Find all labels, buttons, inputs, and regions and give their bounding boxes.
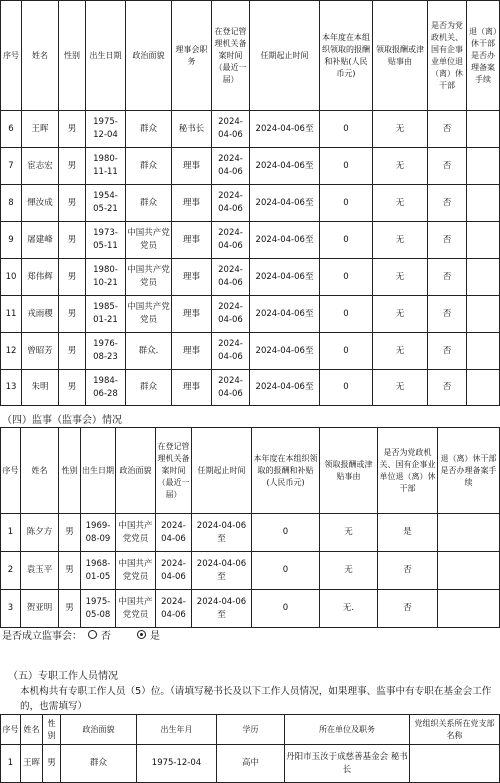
question-label: 是否成立监事会： bbox=[2, 631, 82, 642]
cell bbox=[467, 148, 500, 185]
cell: 1954-05-21 bbox=[86, 185, 126, 222]
board-header-compensation: 本年度在本组织领取的报酬和补贴(人民币元) bbox=[320, 1, 373, 111]
cell: 宦志宏 bbox=[22, 148, 59, 185]
staff-table bbox=[0, 714, 500, 783]
table-row bbox=[1, 514, 500, 552]
cell: 6 bbox=[1, 111, 22, 148]
board-header-retired-filing: 退（离）休干部是否办理备案手续 bbox=[467, 1, 500, 111]
cell: 男 bbox=[59, 370, 86, 406]
cell: 理事 bbox=[172, 333, 212, 370]
cell: 理事 bbox=[172, 296, 212, 333]
cell: 袁玉平 bbox=[21, 552, 59, 590]
table-row bbox=[1, 111, 500, 148]
cell: 0 bbox=[320, 370, 373, 406]
cell: 2024-04-06至 bbox=[250, 222, 320, 259]
cell: 2024-04-06至 bbox=[250, 296, 320, 333]
cell: 无 bbox=[373, 222, 428, 259]
cell: 1 bbox=[1, 745, 21, 783]
cell: 群众 bbox=[126, 111, 172, 148]
staff-header-party-branch: 党组织关系所在党支部名称 bbox=[410, 715, 500, 745]
cell: 男 bbox=[59, 222, 86, 259]
board-header-filing-date: 在登记管理机关备案时间（最近一届） bbox=[212, 1, 250, 111]
cell: 中国共产党党员 bbox=[116, 552, 156, 590]
cell: 10 bbox=[1, 259, 22, 296]
cell bbox=[438, 552, 500, 590]
table-row bbox=[1, 296, 500, 333]
cell: 9 bbox=[1, 222, 22, 259]
sup-header-name: 姓名 bbox=[21, 428, 59, 514]
staff-header-name: 姓名 bbox=[21, 715, 43, 745]
cell: 7 bbox=[1, 148, 22, 185]
cell: 0 bbox=[320, 222, 373, 259]
table-row bbox=[1, 185, 500, 222]
cell: 无 bbox=[373, 148, 428, 185]
cell: 郑伟辉 bbox=[22, 259, 59, 296]
cell: 2024-04-06至 bbox=[192, 552, 252, 590]
cell: 3 bbox=[1, 590, 21, 628]
cell: 0 bbox=[252, 552, 320, 590]
cell: 1969-08-09 bbox=[81, 514, 116, 552]
board-header-birthdate: 出生日期 bbox=[86, 1, 126, 111]
cell: 0 bbox=[320, 148, 373, 185]
cell: 否 bbox=[428, 185, 467, 222]
cell: 0 bbox=[320, 259, 373, 296]
cell: 0 bbox=[320, 185, 373, 222]
cell: 2024-04-06 bbox=[212, 259, 250, 296]
cell: 2024-04-06 bbox=[212, 148, 250, 185]
cell: 群众 bbox=[61, 745, 137, 783]
cell: 无 bbox=[320, 552, 378, 590]
table-row bbox=[1, 222, 500, 259]
cell: 陈夕方 bbox=[21, 514, 59, 552]
supervisory-board-question bbox=[2, 627, 160, 642]
cell bbox=[438, 514, 500, 552]
cell: 1 bbox=[1, 514, 21, 552]
cell: 男 bbox=[59, 552, 81, 590]
cell: 2024-04-06 bbox=[212, 370, 250, 406]
board-header-political-status: 政治面貌 bbox=[126, 1, 172, 111]
cell: 1985-01-21 bbox=[86, 296, 126, 333]
cell: 2024-04-06 bbox=[212, 222, 250, 259]
cell: 2 bbox=[1, 552, 21, 590]
table-row bbox=[1, 370, 500, 406]
cell: 无 bbox=[373, 259, 428, 296]
cell: 理事 bbox=[172, 222, 212, 259]
cell: 群众 bbox=[126, 185, 172, 222]
cell: 男 bbox=[59, 333, 86, 370]
cell: 无. bbox=[320, 590, 378, 628]
cell: 朱明 bbox=[22, 370, 59, 406]
table-row bbox=[1, 259, 500, 296]
staff-header-index: 序号 bbox=[1, 715, 21, 745]
sup-header-retired-official: 是否为党政机关、国有企事业单位退（离）休干部 bbox=[378, 428, 438, 514]
cell: 是 bbox=[378, 514, 438, 552]
cell: 无 bbox=[373, 185, 428, 222]
cell: 王晖 bbox=[21, 745, 43, 783]
radio-yes[interactable] bbox=[137, 630, 146, 639]
cell: 曾昭芳 bbox=[22, 333, 59, 370]
cell: 理事 bbox=[172, 185, 212, 222]
cell: 12 bbox=[1, 333, 22, 370]
table-row bbox=[1, 333, 500, 370]
cell: 0 bbox=[320, 333, 373, 370]
table-row bbox=[1, 590, 500, 628]
cell: 群众 bbox=[126, 148, 172, 185]
sup-header-retired-filing: 退（离）休干部是否办理备案手续 bbox=[438, 428, 500, 514]
cell: 中国共产党党员 bbox=[116, 590, 156, 628]
sup-header-index: 序号 bbox=[1, 428, 21, 514]
cell: 理事 bbox=[172, 148, 212, 185]
staff-header-political-status: 政治面貌 bbox=[61, 715, 137, 745]
cell: 13 bbox=[1, 370, 22, 406]
cell: 11 bbox=[1, 296, 22, 333]
cell: 2024-04-06 bbox=[156, 514, 192, 552]
cell: 无 bbox=[320, 514, 378, 552]
supervisors-table bbox=[0, 427, 500, 628]
cell: 无 bbox=[373, 370, 428, 406]
cell: 否 bbox=[428, 333, 467, 370]
cell: 0 bbox=[320, 111, 373, 148]
cell: 戎雨稷 bbox=[22, 296, 59, 333]
cell: 0 bbox=[320, 296, 373, 333]
cell bbox=[467, 370, 500, 406]
cell: 理事 bbox=[172, 370, 212, 406]
cell: 否 bbox=[428, 148, 467, 185]
staff-header-workplace: 所在单位及职务 bbox=[285, 715, 410, 745]
cell: 群众. bbox=[126, 333, 172, 370]
cell: 高中 bbox=[217, 745, 285, 783]
cell: 惲汝成 bbox=[22, 185, 59, 222]
cell: 无 bbox=[373, 333, 428, 370]
cell: 否 bbox=[428, 296, 467, 333]
cell: 屠建峰 bbox=[22, 222, 59, 259]
cell: 无 bbox=[373, 296, 428, 333]
sup-header-political-status: 政治面貌 bbox=[116, 428, 156, 514]
cell: 1973-05-11 bbox=[86, 222, 126, 259]
cell bbox=[467, 111, 500, 148]
staff-header-row bbox=[1, 715, 500, 745]
cell: 男 bbox=[59, 111, 86, 148]
cell: 否 bbox=[428, 259, 467, 296]
cell: 2024-04-06 bbox=[156, 552, 192, 590]
table-row bbox=[1, 552, 500, 590]
cell: 男 bbox=[59, 185, 86, 222]
cell: 1980-11-11 bbox=[86, 148, 126, 185]
table-row bbox=[1, 745, 500, 783]
cell: 2024-04-06 bbox=[212, 333, 250, 370]
board-header-retired-official: 是否为党政机关、国有企事业单位退（离）休干部 bbox=[428, 1, 467, 111]
cell: 秘书长 bbox=[172, 111, 212, 148]
staff-header-education: 学历 bbox=[217, 715, 285, 745]
cell: 1975-12-04 bbox=[137, 745, 217, 783]
sup-header-term: 任期起止时间 bbox=[192, 428, 252, 514]
board-header-compensation-reason: 领取报酬或津贴事由 bbox=[373, 1, 428, 111]
cell bbox=[467, 259, 500, 296]
sup-header-birthdate: 出生日期 bbox=[81, 428, 116, 514]
cell: 中国共产党党员 bbox=[126, 259, 172, 296]
cell: 2024-04-06至 bbox=[250, 185, 320, 222]
cell: 2024-04-06 bbox=[212, 111, 250, 148]
cell: 2024-04-06至 bbox=[192, 514, 252, 552]
cell: 无 bbox=[373, 111, 428, 148]
cell: 男 bbox=[59, 148, 86, 185]
cell: 男 bbox=[43, 745, 61, 783]
cell: 2024-04-06至 bbox=[250, 111, 320, 148]
cell: 否 bbox=[428, 111, 467, 148]
cell: 否 bbox=[428, 370, 467, 406]
cell: 丹阳市玉汝于成慈善基金会 秘书长 bbox=[285, 745, 410, 783]
radio-no[interactable] bbox=[88, 630, 97, 639]
cell: 1984-06-28 bbox=[86, 370, 126, 406]
section-heading-supervisors: （四）监事（监事会）情况 bbox=[2, 415, 122, 426]
cell: 8 bbox=[1, 185, 22, 222]
cell bbox=[467, 185, 500, 222]
cell: 2024-04-06至 bbox=[250, 148, 320, 185]
sup-header-filing-date: 在登记管理机关备案时间（最近一届） bbox=[156, 428, 192, 514]
cell: 2024-04-06 bbox=[212, 296, 250, 333]
cell: 理事 bbox=[172, 259, 212, 296]
cell: 2024-04-06 bbox=[156, 590, 192, 628]
cell: 男 bbox=[59, 259, 86, 296]
cell: 1975-12-04 bbox=[86, 111, 126, 148]
cell bbox=[410, 745, 500, 783]
cell: 2024-04-06至 bbox=[250, 333, 320, 370]
cell: 群众 bbox=[126, 370, 172, 406]
board-header-index: 序号 bbox=[1, 1, 22, 111]
cell: 中国共产党党员 bbox=[126, 296, 172, 333]
supervisors-header-row bbox=[1, 428, 500, 514]
cell: 中国共产党党员 bbox=[116, 514, 156, 552]
cell: 2024-04-06 bbox=[212, 185, 250, 222]
cell: 中国共产党党员 bbox=[126, 222, 172, 259]
cell: 1980-10-21 bbox=[86, 259, 126, 296]
cell: 1968-01-05 bbox=[81, 552, 116, 590]
board-header-gender: 性别 bbox=[59, 1, 86, 111]
cell: 男 bbox=[59, 590, 81, 628]
sup-header-compensation: 本年度在本组织领取的报酬和补贴(人民币元) bbox=[252, 428, 320, 514]
staff-header-birth-month: 出生年月 bbox=[137, 715, 217, 745]
cell: 否 bbox=[378, 590, 438, 628]
staff-note: 本机构共有专职工作人员（5）位。（请填写秘书长及以下工作人员情况，如果理事、监事中有专职在基金会工作的，也需填写） bbox=[20, 686, 492, 712]
cell: 2024-04-06至 bbox=[250, 259, 320, 296]
cell bbox=[438, 590, 500, 628]
cell: 2024-04-06至 bbox=[250, 370, 320, 406]
cell bbox=[467, 296, 500, 333]
cell: 1976-08-23 bbox=[86, 333, 126, 370]
board-header-position: 理事会职务 bbox=[172, 1, 212, 111]
cell: 1975-05-08 bbox=[81, 590, 116, 628]
cell: 王晖 bbox=[22, 111, 59, 148]
board-header-term: 任期起止时间 bbox=[250, 1, 320, 111]
cell: 否 bbox=[428, 222, 467, 259]
cell: 0 bbox=[252, 590, 320, 628]
table-row bbox=[1, 148, 500, 185]
cell bbox=[467, 333, 500, 370]
sup-header-compensation-reason: 领取报酬或津贴事由 bbox=[320, 428, 378, 514]
cell bbox=[467, 222, 500, 259]
board-header-row bbox=[1, 1, 500, 111]
section-heading-staff: （五）专职工作人员情况 bbox=[8, 671, 118, 682]
cell: 0 bbox=[252, 514, 320, 552]
cell: 2024-04-06至 bbox=[192, 590, 252, 628]
cell: 否 bbox=[378, 552, 438, 590]
radio-yes-label: 是 bbox=[150, 631, 160, 642]
radio-no-label: 否 bbox=[101, 631, 111, 642]
cell: 贺亚明 bbox=[21, 590, 59, 628]
cell: 男 bbox=[59, 296, 86, 333]
sup-header-gender: 性别 bbox=[59, 428, 81, 514]
staff-header-gender: 性别 bbox=[43, 715, 61, 745]
board-header-name: 姓名 bbox=[22, 1, 59, 111]
cell: 男 bbox=[59, 514, 81, 552]
